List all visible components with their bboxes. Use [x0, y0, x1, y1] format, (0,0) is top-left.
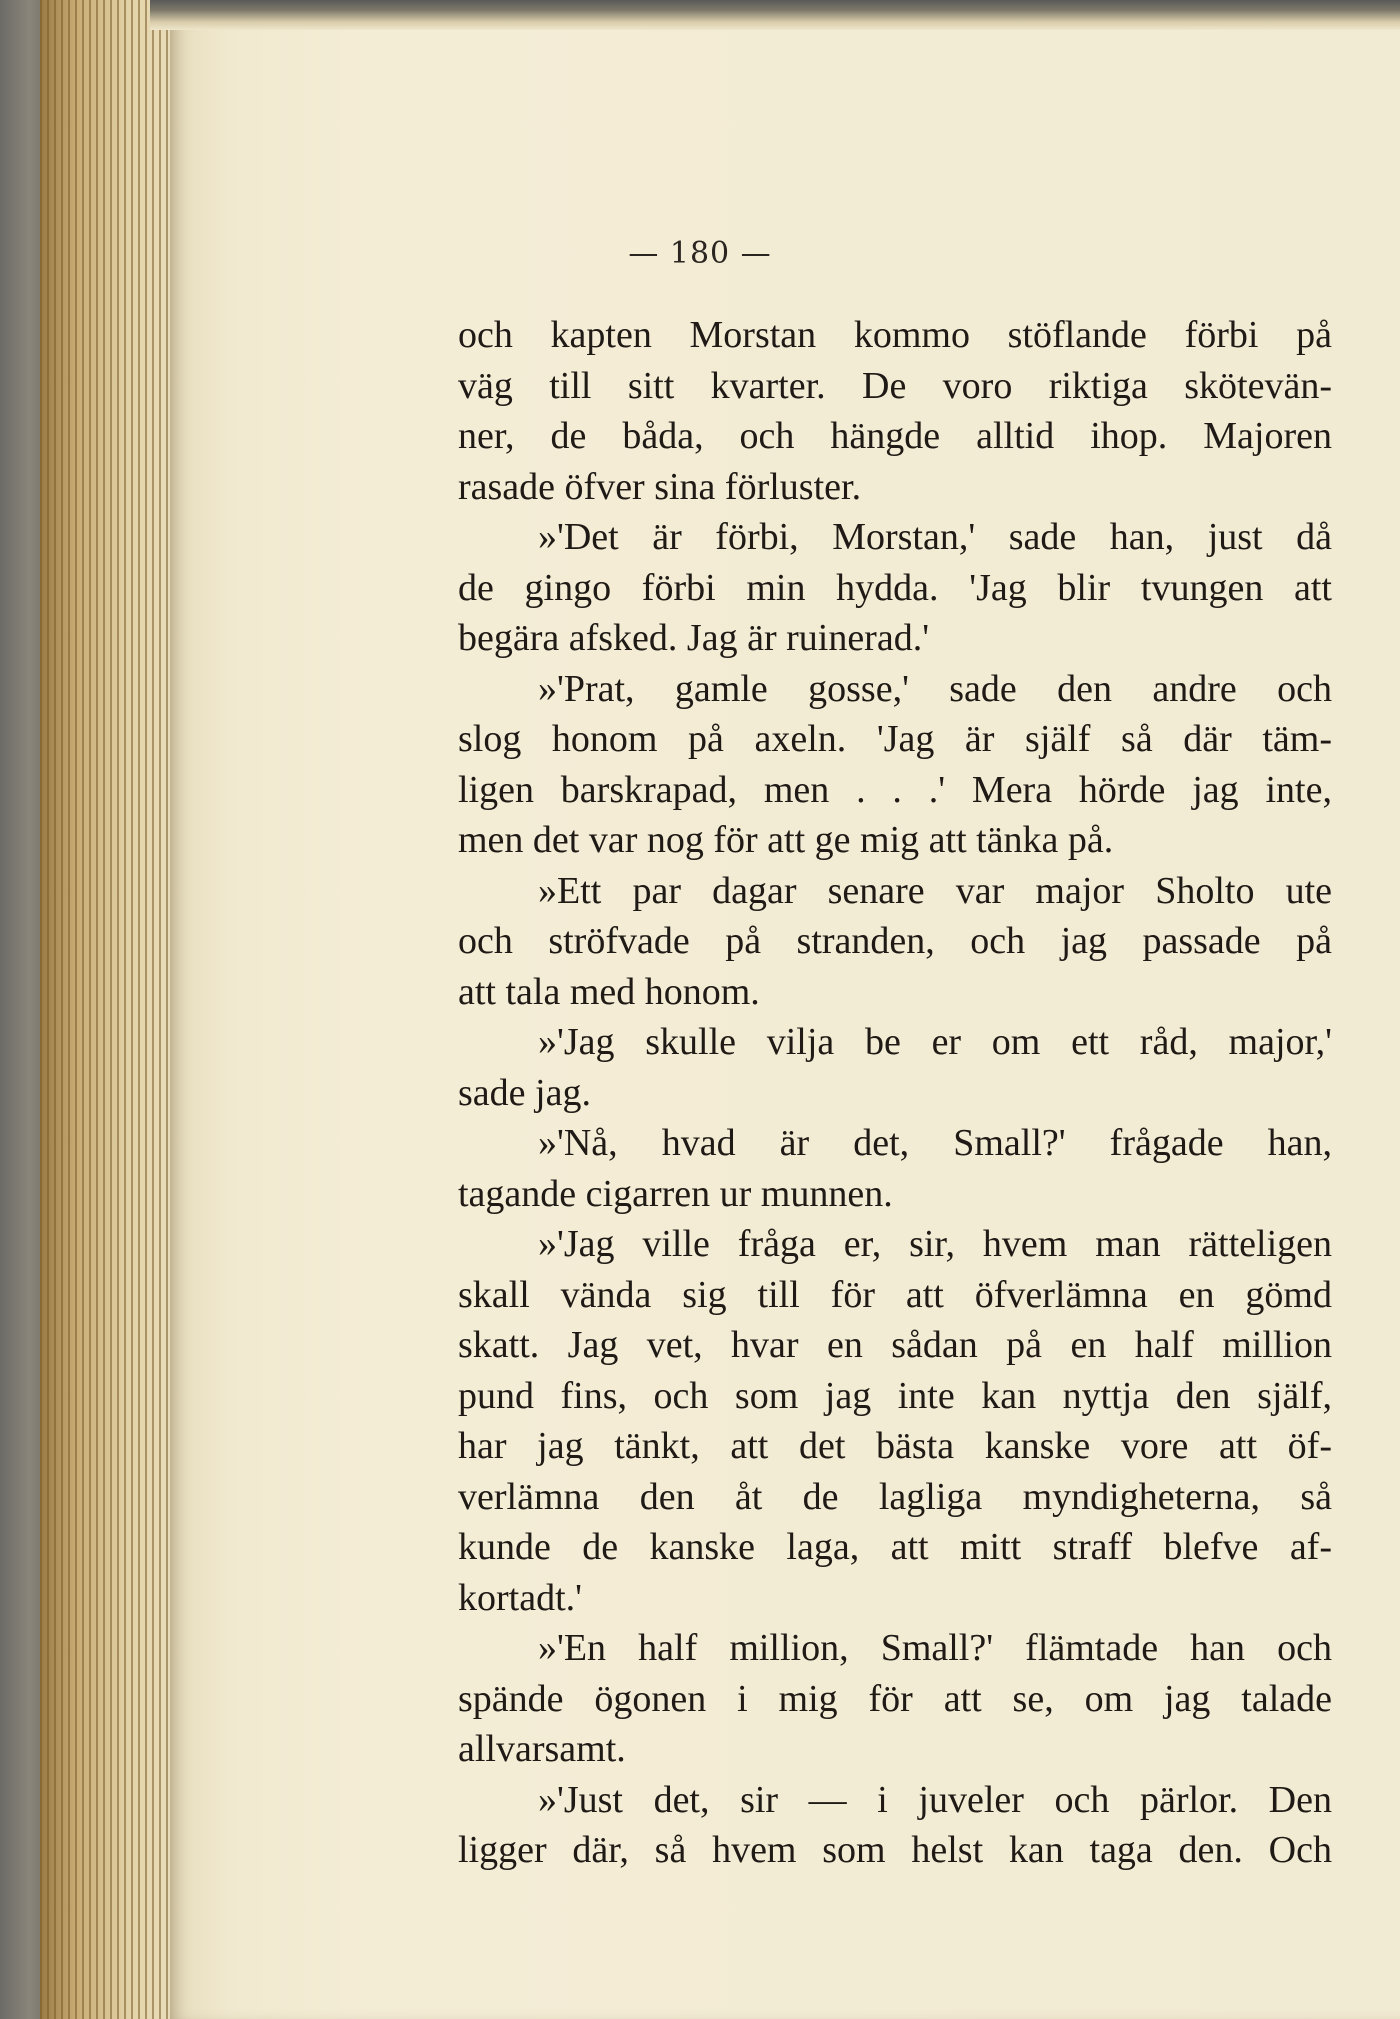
page-edges [40, 0, 190, 2019]
text-line: spände ögonen i mig för att se, om jag talade [458, 1677, 1332, 1720]
text-line: verlämna den åt de lagliga myndigheterna, så [458, 1475, 1332, 1518]
text-line: skall vända sig till för att öfverlämna en gömd [458, 1273, 1332, 1316]
text-line: väg till sitt kvarter. De voro riktiga skötevän- [458, 364, 1332, 407]
text-line: rasade öfver sina förluster. [458, 465, 862, 508]
text-line: men det var nog för att ge mig att tänka på. [458, 819, 1114, 861]
text-line: de gingo förbi min hydda. 'Jag blir tvungen att [458, 566, 1332, 609]
text-line: »'Just det, sir — i juveler och pärlor. Den [538, 1778, 1332, 1821]
text-line: ligger där, så hvem som helst kan taga den. Och [458, 1829, 1332, 1871]
text-line: skatt. Jag vet, hvar en sådan på en half million [458, 1324, 1332, 1366]
text-line: ligen barskrapad, men . . .' Mera hörde jag inte, [458, 768, 1332, 811]
text-line: kortadt.' [458, 1576, 582, 1619]
text-line: att tala med honom. [458, 970, 760, 1013]
text-line: »'Prat, gamle gosse,' sade den andre och [538, 667, 1332, 710]
text-line: begära afsked. Jag är ruinerad.' [458, 617, 930, 659]
page-top-edge [150, 0, 1400, 30]
text-line: »'Nå, hvad är det, Small?' frågade han, [538, 1122, 1332, 1164]
text-line: allvarsamt. [458, 1728, 626, 1770]
text-line: »'Jag skulle vilja be er om ett råd, major,' [538, 1021, 1332, 1063]
text-line: pund fins, och som jag inte kan nyttja den själf, [458, 1374, 1332, 1417]
text-line: har jag tänkt, att det bästa kanske vore att öf- [458, 1425, 1332, 1467]
text-line: sade jag. [458, 1071, 591, 1114]
text-line: slog honom på axeln. 'Jag är själf så där täm- [458, 718, 1332, 760]
body-text [458, 310, 1332, 1876]
text-line: ner, de båda, och hängde alltid ihop. Majoren [458, 415, 1332, 457]
text-line: »'Det är förbi, Morstan,' sade han, just då [538, 516, 1332, 558]
page-number: — 180 — [628, 236, 772, 271]
text-line: tagande cigarren ur munnen. [458, 1172, 893, 1215]
text-line: och ströfvade på stranden, och jag passade på [458, 920, 1332, 962]
text-line: »'Jag ville fråga er, sir, hvem man rätteligen [538, 1223, 1332, 1265]
text-line: kunde de kanske laga, att mitt straff blefve af- [458, 1526, 1332, 1568]
text-line: och kapten Morstan kommo stöflande förbi på [458, 314, 1332, 356]
text-line: »'En half million, Small?' flämtade han och [538, 1627, 1332, 1669]
text-line: »Ett par dagar senare var major Sholto ute [538, 869, 1332, 912]
